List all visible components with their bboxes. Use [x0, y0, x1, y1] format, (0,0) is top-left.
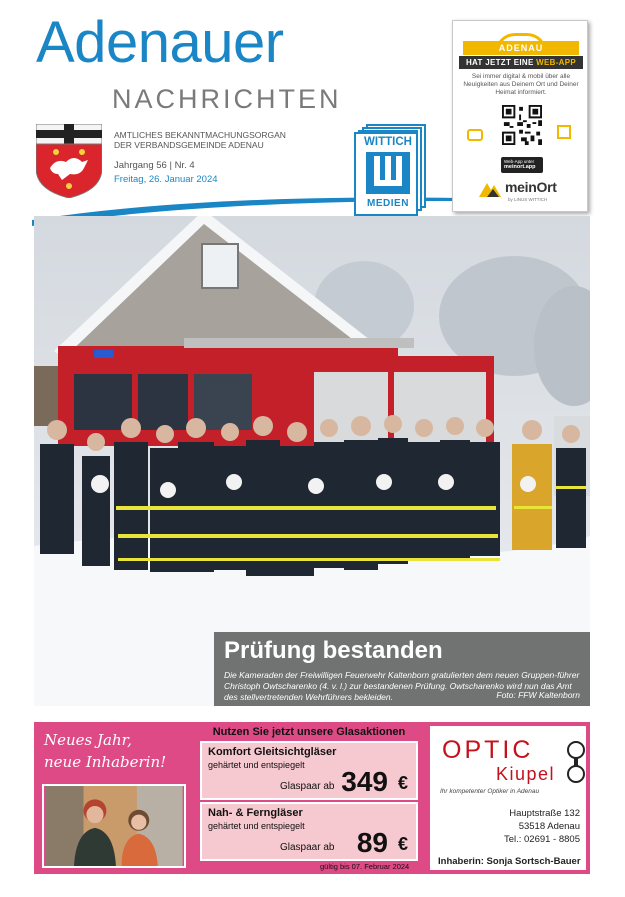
masthead-subtitle: NACHRICHTEN [112, 84, 342, 114]
store-line-1: Web-App unter [504, 159, 535, 164]
webapp-ad[interactable] [452, 20, 588, 212]
publisher-logo [354, 124, 426, 216]
webapp-description: Sei immer digital & mobil über alle Neuigkeiten aus Deinem Ort und Deiner Heimat informiert. [463, 73, 579, 97]
webapp-store-button[interactable] [501, 157, 543, 173]
offer-detail: gehärtet und entspiegelt [208, 821, 305, 831]
optic-city: 53518 Adenau [518, 820, 580, 832]
publisher-mark-icon [366, 152, 410, 194]
store-line-2: meinort.app [504, 164, 536, 171]
masthead-title: Adenauer [36, 10, 284, 75]
organ-line-1: AMTLICHES BEKANNTMACHUNGSORGAN [114, 130, 286, 140]
offer-name: Komfort Gleitsichtgläser [208, 746, 337, 758]
promo-box [200, 726, 418, 861]
optic-tagline: Ihr kompetenter Optiker in Adenau [440, 788, 540, 795]
webapp-headline-prefix: HAT JETZT EINE [465, 58, 534, 67]
issue-date: Freitag, 26. Januar 2024 [114, 174, 218, 185]
offer-price: 89 [356, 827, 388, 858]
offer-unit: Glaspaar ab [280, 781, 335, 792]
optic-owner: Inhaberin: Sonja Sortsch-Bauer [438, 856, 581, 867]
promo-title: Nutzen Sie jetzt unsere Glasaktionen [212, 726, 406, 738]
offer-card[interactable] [200, 741, 418, 800]
offer-name: Nah- & Ferngläser [208, 807, 303, 819]
webapp-headline-highlight: WEB-APP [536, 58, 577, 67]
meinort-brand-sub: by LINUS WITTICH [508, 197, 548, 202]
offer-validity: gültig bis 07. Februar 2024 [320, 862, 410, 871]
offer-card[interactable] [200, 802, 418, 861]
offer-detail: gehärtet und entspiegelt [208, 760, 305, 770]
coat-of-arms-icon [36, 124, 102, 198]
greeting-line-1: Neues Jahr, [44, 731, 132, 749]
greeting-line-2: neue Inhaberin! [44, 752, 167, 771]
offer-price: 349 [341, 766, 388, 797]
photo-credit: Foto: FFW Kaltenborn [496, 690, 580, 700]
publication-info [114, 130, 286, 150]
glasses-icon [566, 740, 586, 784]
offer-unit: Glaspaar ab [280, 842, 335, 853]
optic-logo-box [430, 726, 586, 870]
lead-body: Die Kameraden der Freiwilligen Feuerwehr Kaltenborn gratulierten dem neuen Gruppen-führer Christoph Owtscharenko (4. v. l.) zur bestandenen Prüfung. Owtscharenko wird nun das Amt des stellvertretenden Wehrführers bekleiden. [224, 670, 580, 702]
qr-code-icon[interactable] [502, 105, 542, 145]
offer-currency: € [397, 834, 408, 854]
issue-number: Jahrgang 56 | Nr. 4 [114, 160, 195, 171]
optic-street: Hauptstraße 132 [509, 808, 580, 819]
offer-currency: € [397, 773, 408, 793]
laptop-icon [467, 129, 483, 141]
meinort-brand: meinOrt [505, 179, 557, 195]
publisher-name-bottom: MEDIEN [367, 198, 409, 209]
ad-greeting [44, 730, 166, 774]
webapp-town-badge: ADENAU [463, 41, 579, 55]
owners-photo [42, 784, 186, 868]
optic-wordmark: OPTIC [442, 736, 534, 764]
webapp-headline-badge [459, 56, 583, 69]
organ-line-2: DER VERBANDSGEMEINDE ADENAU [114, 140, 264, 151]
optic-address [504, 808, 580, 846]
optic-kiupel-ad[interactable] [34, 722, 590, 874]
megaphone-icon [557, 125, 571, 139]
optic-shop-name: Kiupel [496, 764, 556, 784]
lead-caption [214, 632, 590, 706]
publisher-name-top: WITTICH [364, 136, 412, 148]
optic-phone: Tel.: 02691 - 8805 [503, 833, 580, 845]
lead-headline: Prüfung bestanden [224, 637, 443, 664]
meinort-logo-icon [479, 181, 501, 197]
